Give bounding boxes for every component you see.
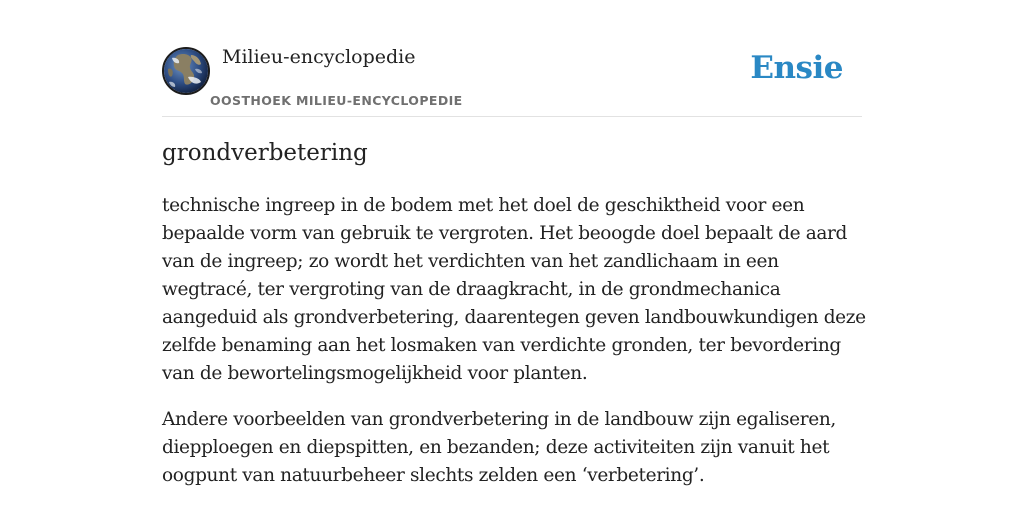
earth-globe-icon[interactable]	[162, 47, 210, 95]
ensie-brand-link[interactable]: Ensie	[750, 50, 843, 86]
site-subtitle: OOSTHOEK MILIEU-ENCYCLOPEDIE	[210, 93, 463, 108]
site-header	[162, 46, 862, 117]
article-body	[162, 192, 866, 508]
article-paragraph: technische ingreep in de bodem met het doel de geschiktheid voor een bepaalde vorm van gebruik te vergroten. Het beoogde doel bepaalt de aard van de ingreep; zo wordt het verdichten van het zandlichaam in een wegtracé, ter vergroting van de draagkracht, in de grondmechanica aangeduid als grondverbetering, daarentegen geven landbouwkundigen deze zelfde benaming aan het losmaken van verdichte gronden, ter bevordering van de bewortelingsmogelijkheid voor planten.	[162, 195, 866, 384]
article-title: grondverbetering	[162, 140, 368, 166]
site-title-link[interactable]: Milieu-encyclopedie	[222, 46, 416, 68]
article-paragraph: Andere voorbeelden van grondverbetering in de landbouw zijn egaliseren, diepploegen en diepspitten, en bezanden; deze activiteiten zijn vanuit het oogpunt van natuurbeheer slechts zelden een ‘verbetering’.	[162, 409, 836, 486]
